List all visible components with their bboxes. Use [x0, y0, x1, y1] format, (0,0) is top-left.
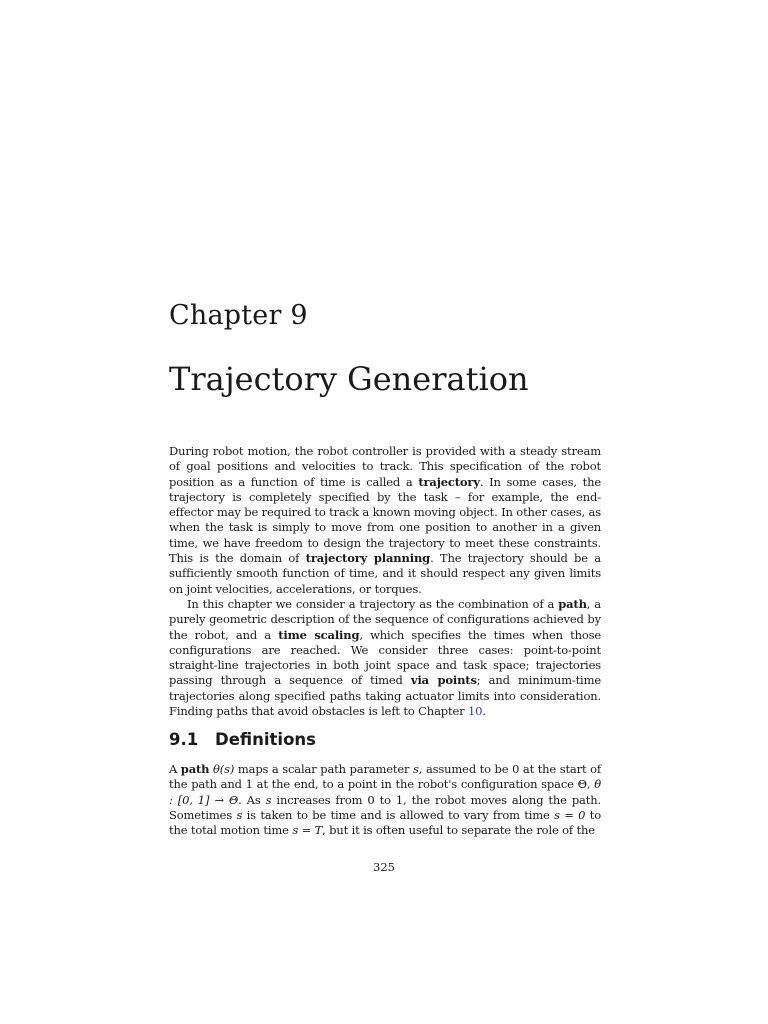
math-expression: θ(s) — [213, 762, 235, 776]
intro-paragraph-2 — [169, 597, 601, 719]
math-expression: θ : [0, 1] → Θ — [169, 777, 601, 807]
term-path: path — [180, 762, 210, 776]
text-run: , but it is often useful to separate the role of the — [322, 823, 595, 838]
text-run: A — [169, 762, 181, 776]
text-run: maps a scalar path parameter — [234, 762, 414, 776]
math-expression: s — [413, 762, 419, 776]
text-run: is taken to be time and is allowed to vary from time — [242, 807, 555, 822]
term-via-points: via points — [410, 673, 477, 688]
math-expression: s = 0 — [554, 807, 586, 822]
chapter-reference-link[interactable]: 10 — [467, 704, 483, 719]
definitions-text — [169, 762, 601, 838]
section-heading — [169, 730, 316, 749]
text-run: to the total motion time — [169, 807, 601, 838]
text-run: , assumed to be 0 at the start of the path and 1 at the end, to a point in the robot's configuration space Θ, — [169, 762, 601, 792]
page-number: 325 — [373, 860, 395, 874]
definitions-paragraph — [169, 762, 601, 838]
term-path: path — [558, 596, 587, 611]
term-time-scaling: time scaling — [278, 627, 360, 642]
text-run: increases from 0 to 1, the robot moves along the path. Sometimes — [169, 792, 601, 822]
section-title: Definitions — [215, 730, 316, 749]
text-run: , a purely geometric description of the sequence of configurations achieved by the robot, and a — [169, 596, 602, 642]
text-run: In this chapter we consider a trajectory as the combination of a — [187, 596, 559, 611]
text-run: . As — [238, 792, 266, 807]
text-run: . The trajectory should be a sufficiently smooth function of time, and it should respect any given limits on joint velocities, accelerations, or torques. — [169, 551, 601, 596]
text-run: . — [482, 704, 486, 719]
math-expression: s — [236, 807, 243, 822]
text-run: ; and minimum-time trajectories along specified paths taking actuator limits into consideration. Finding paths that avoid obstacles is left to Chapter — [169, 673, 601, 719]
section-number: 9.1 — [169, 730, 199, 749]
chapter-label: Chapter 9 — [169, 300, 308, 331]
text-run: . In some cases, the trajectory is completely specified by the task – for example, the end-effector may be required to track a known moving object. In other cases, as when the task is simply to move from one position to another in a given time, we have freedom to design the trajectory to meet these constraints. This is the domain of — [169, 474, 601, 566]
term-trajectory: trajectory — [418, 474, 480, 489]
term-trajectory-planning: trajectory planning — [305, 551, 431, 566]
text-run: During robot motion, the robot controller is provided with a steady stream of goal positions and velocities to track. This specification of the robot position as a function of time is called a — [169, 444, 601, 489]
intro-text — [169, 444, 601, 719]
math-expression: s — [265, 792, 272, 807]
intro-paragraph-1 — [169, 444, 601, 597]
text-run: , which specifies the times when those configurations are reached. We consider three cases: point-to-point straight-line trajectories in both joint space and task space; trajectories passing through a sequence of timed — [169, 627, 602, 688]
chapter-title: Trajectory Generation — [169, 360, 529, 398]
math-expression: s = T — [292, 823, 323, 838]
